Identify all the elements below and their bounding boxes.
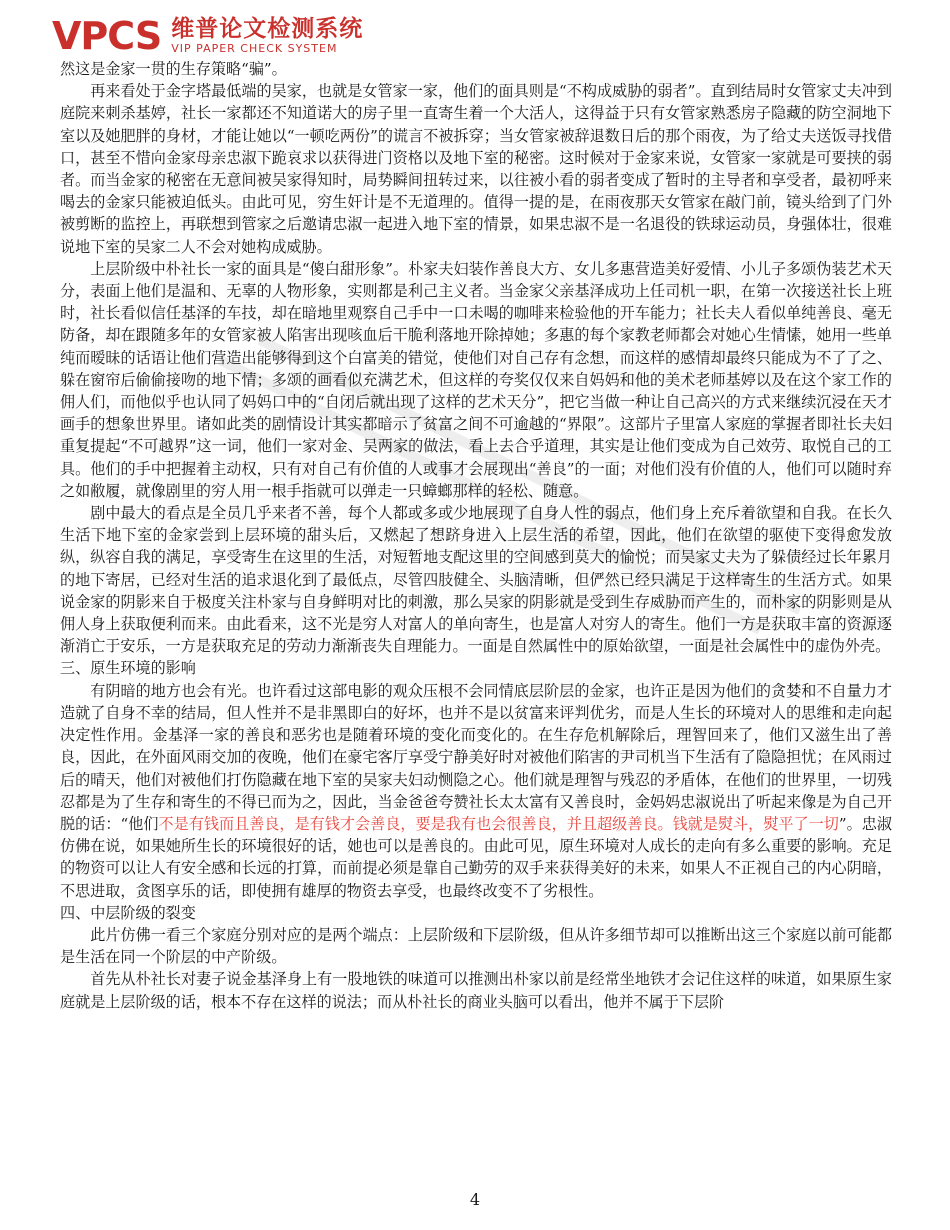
document-body [60,58,892,1013]
paragraph: 再来看处于金字塔最低端的吴家，也就是女管家一家，他们的面具则是“不构成威胁的弱者”。直到结局时女管家丈夫冲到庭院来刺杀基婷，社长一家都还不知道诺大的房子里一直寄生着一个大活人，这得益于只有女管家熟悉房子隐藏的防空洞地下室以及她肥胖的身材，才能让她以“一顿吃两份”的谎言不被拆穿；当女管家被辞退数日后的那个雨夜，为了给丈夫送饭寻找借口，甚至不惜向金家母亲忠淑下跪哀求以获得进门资格以及地下室的秘密。这时候对于金家来说，女管家一家就是可要挟的弱者。而当金家的秘密在无意间被吴家得知时，局势瞬间扭转过来，以往被小看的弱者变成了暂时的主导者和享受者，最初呼来喝去的金家只能被迫低头。由此可见，穷生奸计是不无道理的。值得一提的是，在雨夜那天女管家在敲门前，镜头给到了门外被剪断的监控上，再联想到管家之后邀请忠淑一起进入地下室的情景，如果忠淑不是一名退役的铁球运动员，身强体壮，很难说地下室的吴家二人不会对她构成威胁。 [60,82,892,256]
page-number: 4 [469,1190,481,1209]
paragraph: 然这是金家一贯的生存策略“骗”。 [60,60,287,78]
paragraph: 首先从朴社长对妻子说金基泽身上有一股地铁的味道可以推测出朴家以前是经常坐地铁才会记住这样的味道，如果原生家庭就是上层阶级的话，根本不存在这样的说法；而从朴社长的商业头脑可以看出，他并不属于下层阶 [60,970,892,1011]
section-heading: 四、中层阶级的裂变 [60,903,196,922]
highlighted-quote: 不是有钱而且善良，是有钱才会善良，要是我有也会很善良，并且超级善良。钱就是熨斗，熨平了一切 [158,814,839,833]
paragraph-with-quote [60,680,892,902]
paragraph: 此片仿佛一看三个家庭分别对应的是两个端点：上层阶级和下层阶级，但从许多细节却可以推断出这三个家庭以前可能都是生活在同一个阶层的中产阶级。 [60,925,892,967]
brand-name-cn: 维普论文检测系统 [171,16,364,42]
paragraph: 剧中最大的看点是全员几乎来者不善，每个人都或多或少地展现了自身人性的弱点，他们身上充斥着欲望和自我。在长久生活下地下室的金家尝到上层环境的甜头后，又燃起了想跻身进入上层生活的希望，因此，他们在欲望的驱使下变得愈发放纵，纵容自我的满足，享受寄生在这里的生活，对短暂地支配这里的空间感到莫大的愉悦；而吴家丈夫为了躲债经过长年累月的地下寄居，已经对生活的追求退化到了最低点，尽管四肢健全、头脑清晰，但俨然已经只满足于这样寄生的生活方式。如果说金家的阴影来自于极度关注朴家与自身鲜明对比的刺激，那么吴家的阴影就是受到生存威胁而产生的，而朴家的阴影则是从佣人身上获取便利而来。由此看来，这不光是穷人对富人的单向寄生，也是富人对穷人的寄生。他们一方是获取丰富的资源逐渐消亡于安乐，一方是获取充足的劳动力渐渐丧失自理能力。一面是自然属性中的原始欲望，一面是社会属性中的虚伪外壳。 [60,504,892,656]
logo-text [171,16,363,56]
vpcs-logo [52,14,363,58]
quote-open: “他们 [120,814,159,833]
logo-mark [52,14,161,58]
quote-rest: ”。忠淑仿佛在说，如果她所生长的环境很好的话，她也可以是善良的。由此可见，原生环境对人成长的走向有多么重要的影响。充足的物资可以让人有安全感和长远的打算，而前提必须是靠自己勤劳的双手来获得美好的未来，如果人不正视自己的内心阴暗，不思进取，贪图享乐的话，即使拥有雄厚的物资去享受，也最终改变不了劣根性。 [60,814,892,900]
brand-name-en: VIP PAPER CHECK SYSTEM [171,42,338,55]
paragraph-text: 有阴暗的地方也会有光。也许看过这部电影的观众压根不会同情底层阶层的金家，也许正是因为他们的贪婪和不自量力才造就了自身不幸的结局，但人性并不是非黑即白的好坏，也并不是以贫富来评判优劣，而是人生长的环境对人的思维和走向起决定性作用。金基泽一家的善良和恶劣也是随着环境的变化而变化的。在生存危机解除后，理智回来了，他们又滋生出了善良，因此，在外面风雨交加的夜晚，他们在豪宅客厅享受宁静美好时对被他们陷害的尹司机当下生活有了隐隐担忧；在风雨过后的晴天，他们对被他们打伤隐藏在地下室的吴家夫妇动恻隐之心。他们就是理智与残忍的矛盾体，在他们的世界里，一切残忍都是为了生存和寄生的不得已而为之，因此，当金爸爸夸赞社长太太富有又善良时，金妈妈忠淑说出了听起来像是为自己开脱的话： [60,681,892,833]
paragraph: 上层阶级中朴社长一家的面具是“傻白甜形象”。朴家夫妇装作善良大方、女儿多惠营造美好爱情、小儿子多颂伪装艺术天分，表面上他们是温和、无辜的人物形象，实则都是利己主义者。当金家父亲基泽成功上任司机一职，在第一次接送社长上班时，社长看似信任基泽的车技，却在暗地里观察自己手中一口未喝的咖啡来检验他的开车能力；社长夫人看似单纯善良、毫无防备，却在跟随多年的女管家被人陷害出现咳血后干脆利落地开除掉她；多惠的每个家教老师都会对她心生情愫，她用一些单纯而暧昧的话语让他们营造出能够得到这个白富美的错觉，使他们对自己存有念想，而这样的感情却最终只能成为不了了之、躲在窗帘后偷偷接吻的地下情；多颂的画看似充满艺术，但这样的夸奖仅仅来自妈妈和他的美术老师基婷以及在这个家工作的佣人们，而他似乎也认同了妈妈口中的“自闭后就出现了这样的艺术天分”，把它当做一种让自己高兴的方式来继续沉浸在天才画手的想象世界里。诸如此类的剧情设计其实都暗示了贫富之间不可逾越的“界限”。这部片子里富人家庭的掌握者即社长夫妇重复提起“不可越界”这一词，他们一家对金、吴两家的做法，看上去合乎道理，其实是让他们变成为自己效劳、取悦自己的工具。他们的手中把握着主动权，只有对自己有价值的人或事才会展现出“善良”的一面；对他们没有价值的人，他们可以随时弃之如敝履，就像剧里的穷人用一根手指就可以弹走一只蟑螂那样的轻松、随意。 [60,259,892,500]
section-heading: 三、原生环境的影响 [60,659,196,678]
logo-letters: VPCS [52,14,162,58]
